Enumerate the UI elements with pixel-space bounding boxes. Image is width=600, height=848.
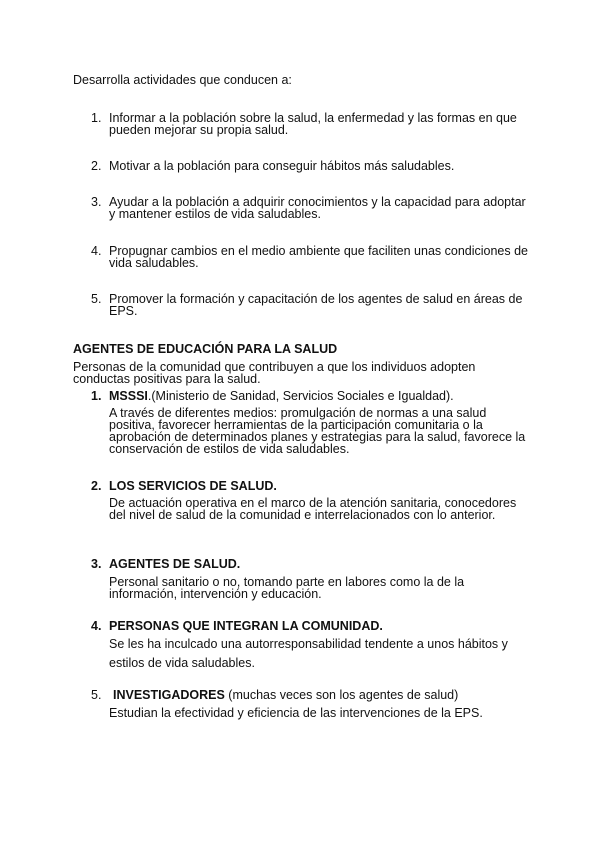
activity-text: Ayudar a la población a adquirir conocimientos y la capacidad para adoptar y mantener estilos de vida saludables. (109, 195, 526, 221)
activity-text: Motivar a la población para conseguir hábitos más saludables. (109, 159, 455, 173)
intro-text: Desarrolla actividades que conducen a: (73, 73, 292, 87)
agent-title-line (109, 558, 529, 570)
activity-text: Propugnar cambios en el medio ambiente que faciliten unas condiciones de vida saludables. (109, 244, 529, 270)
activity-number: 3. (91, 195, 102, 209)
agent-number: 3. (91, 557, 102, 571)
agent-description: De actuación operativa en el marco de la atención sanitaria, conocedores del nivel de salud de la comunidad e interrelacionados con lo anterior. (109, 496, 517, 522)
activity-text: Informar a la población sobre la salud, la enfermedad y las formas en que pueden mejorar su propia salud. (109, 111, 517, 137)
agent-title: LOS SERVICIOS DE SALUD. (109, 479, 277, 493)
activity-number: 5. (91, 292, 102, 306)
agent-title: AGENTES DE SALUD. (109, 557, 241, 571)
agent-number: 4. (91, 619, 102, 633)
agent-title: INVESTIGADORES (113, 688, 225, 702)
agent-title: MSSSI (109, 389, 148, 403)
agent-subtitle: .(Ministerio de Sanidad, Servicios Sociales e Igualdad). (147, 389, 454, 403)
agent-title-line (109, 480, 529, 492)
section-paragraph: Personas de la comunidad que contribuyen a que los individuos adopten conductas positivas para la salud. (73, 360, 476, 386)
agent-title-line (109, 390, 529, 402)
section-heading: AGENTES DE EDUCACIÓN PARA LA SALUD (73, 342, 338, 356)
activity-number: 4. (91, 244, 102, 258)
agent-title-line (109, 620, 529, 632)
agent-number: 1. (91, 389, 102, 403)
activity-number: 2. (91, 159, 102, 173)
agent-number: 2. (91, 479, 102, 493)
activity-text: Promover la formación y capacitación de los agentes de salud en áreas de EPS. (109, 292, 523, 318)
agent-title-line (113, 689, 533, 701)
agent-description: Se les ha inculcado una autorresponsabilidad tendente a unos hábitos y estilos de vida saludables. (109, 637, 508, 670)
agent-description: Estudian la efectividad y eficiencia de las intervenciones de la EPS. (109, 706, 483, 720)
agent-title: PERSONAS QUE INTEGRAN LA COMUNIDAD. (109, 619, 383, 633)
activity-number: 1. (91, 111, 102, 125)
agent-description: Personal sanitario o no, tomando parte en labores como la de la información, intervención y educación. (109, 575, 465, 601)
agent-description: A través de diferentes medios: promulgación de normas a una salud positiva, favorecer herramientas de la participación comunitaria o la aprobación de determinados planes y estrategias para la salud, favorece la conservación de estilos de vida saludables. (109, 406, 526, 456)
agent-subtitle: (muchas veces son los agentes de salud) (224, 688, 459, 702)
agent-number: 5. (91, 688, 102, 702)
